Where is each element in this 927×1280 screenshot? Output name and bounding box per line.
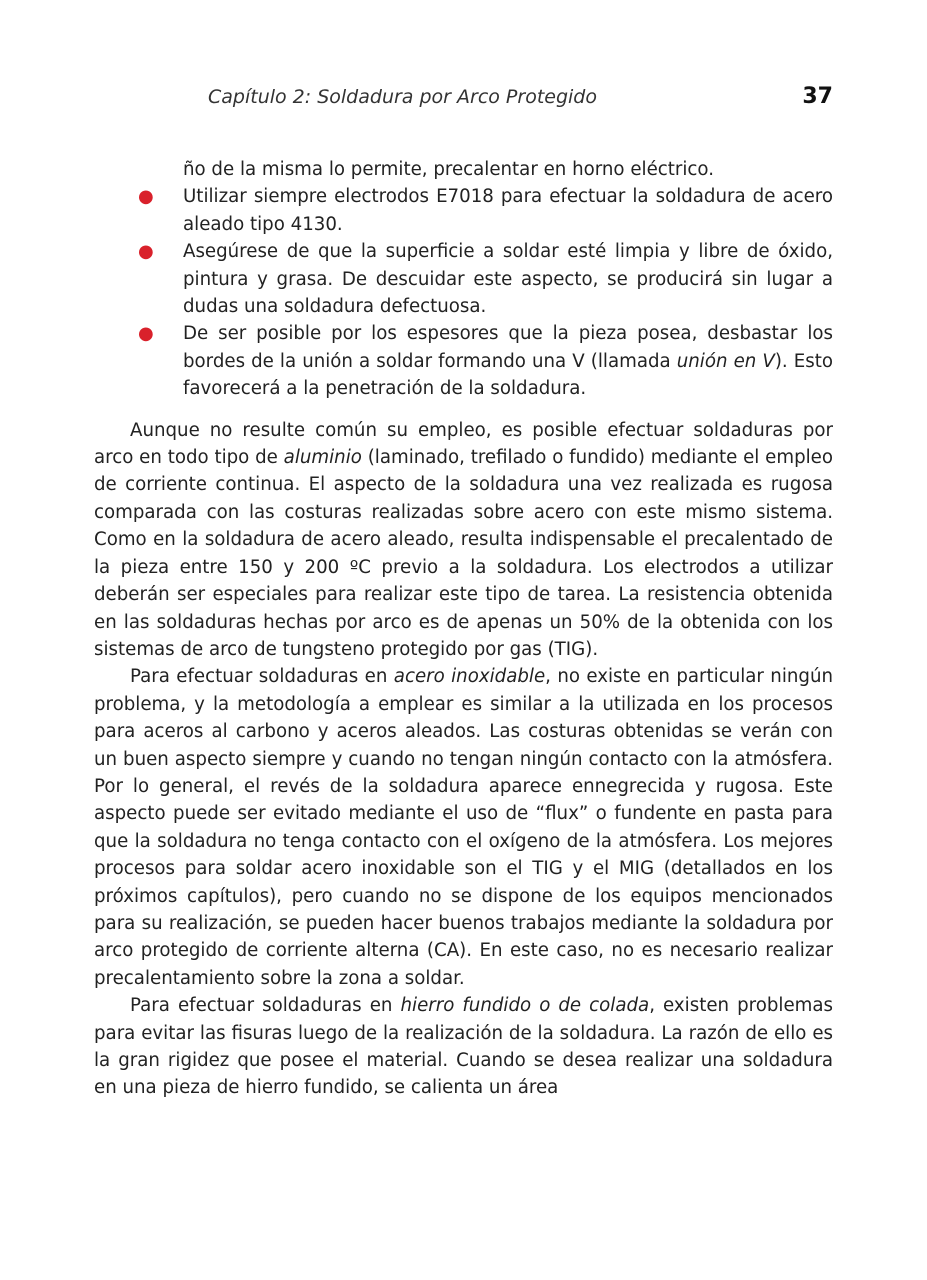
paragraph-text: Para efectuar soldaduras en	[130, 666, 394, 688]
paragraph-italic: aluminio	[283, 447, 362, 469]
paragraph-italic: acero inoxidable	[393, 666, 546, 688]
paragraph-text-after: (laminado, trefilado o fundido) mediante el empleo de corriente continua. El aspecto de la soldadura una vez realizada es rugosa comparada con las costuras realizadas sobre acero con este mismo sistema. Como en la soldadura de acero aleado, resulta indispensable el precalentado de la pieza entre 150 y 200 ºC previo a la soldadura. Los electrodos a utilizar deberán ser especiales para realizar este tipo de tarea. La resistencia obtenida en las soldaduras hechas por arco es de apenas un 50% de la obtenida con los sistemas de arco de tungsteno protegido por gas (TIG).	[94, 447, 833, 660]
paragraph-hierro-fundido	[94, 992, 833, 1102]
bullet-italic: unión en V	[676, 350, 775, 372]
paragraph-text-after: , no existe en particular ningún problema, y la metodología a emplear es similar a la utilizada en los procesos para aceros al carbono y aceros aleados. Las costuras obtenidas se verán con un buen aspecto siempre y cuando no tengan ningún contacto con la atmósfera. Por lo general, el revés de la soldadura aparece ennegrecida y rugosa. Este aspecto puede ser evitado mediante el uso de “flux” o fundente en pasta para que la soldadura no tenga contacto con el oxígeno de la atmósfera. Los mejores procesos para soldar acero inoxidable son el TIG y el MIG (detallados en los próximos capítulos), pero cuando no se dispone de los equipos mencionados para su realización, se pueden hacer buenos trabajos mediante la soldadura por arco protegido de corriente alterna (CA). En este caso, no es necesario realizar precalentamiento sobre la zona a soldar.	[94, 666, 833, 989]
paragraph-text: Para efectuar soldaduras en	[130, 995, 401, 1017]
bullet-text: Utilizar siempre electrodos E7018 para efectuar la soldadura de acero aleado tipo 4130.	[183, 186, 833, 235]
continued-line: ño de la misma lo permite, precalentar en horno eléctrico.	[183, 159, 715, 180]
paragraph-acero-inoxidable	[94, 663, 833, 992]
bullet-text: Asegúrese de que la superficie a soldar esté limpia y libre de óxido, pintura y grasa. De descuidar este aspecto, se producirá sin lugar a dudas una soldadura defectuosa.	[183, 241, 833, 318]
bullet-item	[94, 320, 833, 402]
page-body	[94, 156, 833, 1102]
paragraph-text: Aunque no resulte común su empleo, es posible efectuar soldaduras por arco en todo tipo de	[94, 419, 833, 469]
paragraph-aluminio	[94, 417, 833, 664]
bullet-text: De ser posible por los espesores que la pieza posea, desbastar los bordes de la unión a soldar formando una V (llamada	[183, 323, 833, 372]
bullet-dot-icon: ●	[138, 186, 154, 208]
paragraph-text-after: , existen problemas para evitar las fisuras luego de la realización de la soldadura. La razón de ello es la gran rigidez que posee el material. Cuando se desea realizar una soldadura en una pieza de hierro fundido, se calienta un área	[94, 995, 833, 1099]
bullet-dot-icon: ●	[138, 323, 154, 345]
bullet-item	[94, 183, 833, 238]
bullet-list	[94, 183, 833, 402]
bullet-text-after: ). Esto favorecerá a la penetración de la soldadura.	[183, 350, 834, 400]
paragraph-italic: hierro fundido o de colada	[400, 995, 650, 1017]
bullet-item	[94, 238, 833, 320]
chapter-title: Capítulo 2: Soldadura por Arco Protegido	[208, 86, 597, 108]
bullet-dot-icon: ●	[138, 241, 154, 263]
page-number: 37	[802, 84, 833, 109]
